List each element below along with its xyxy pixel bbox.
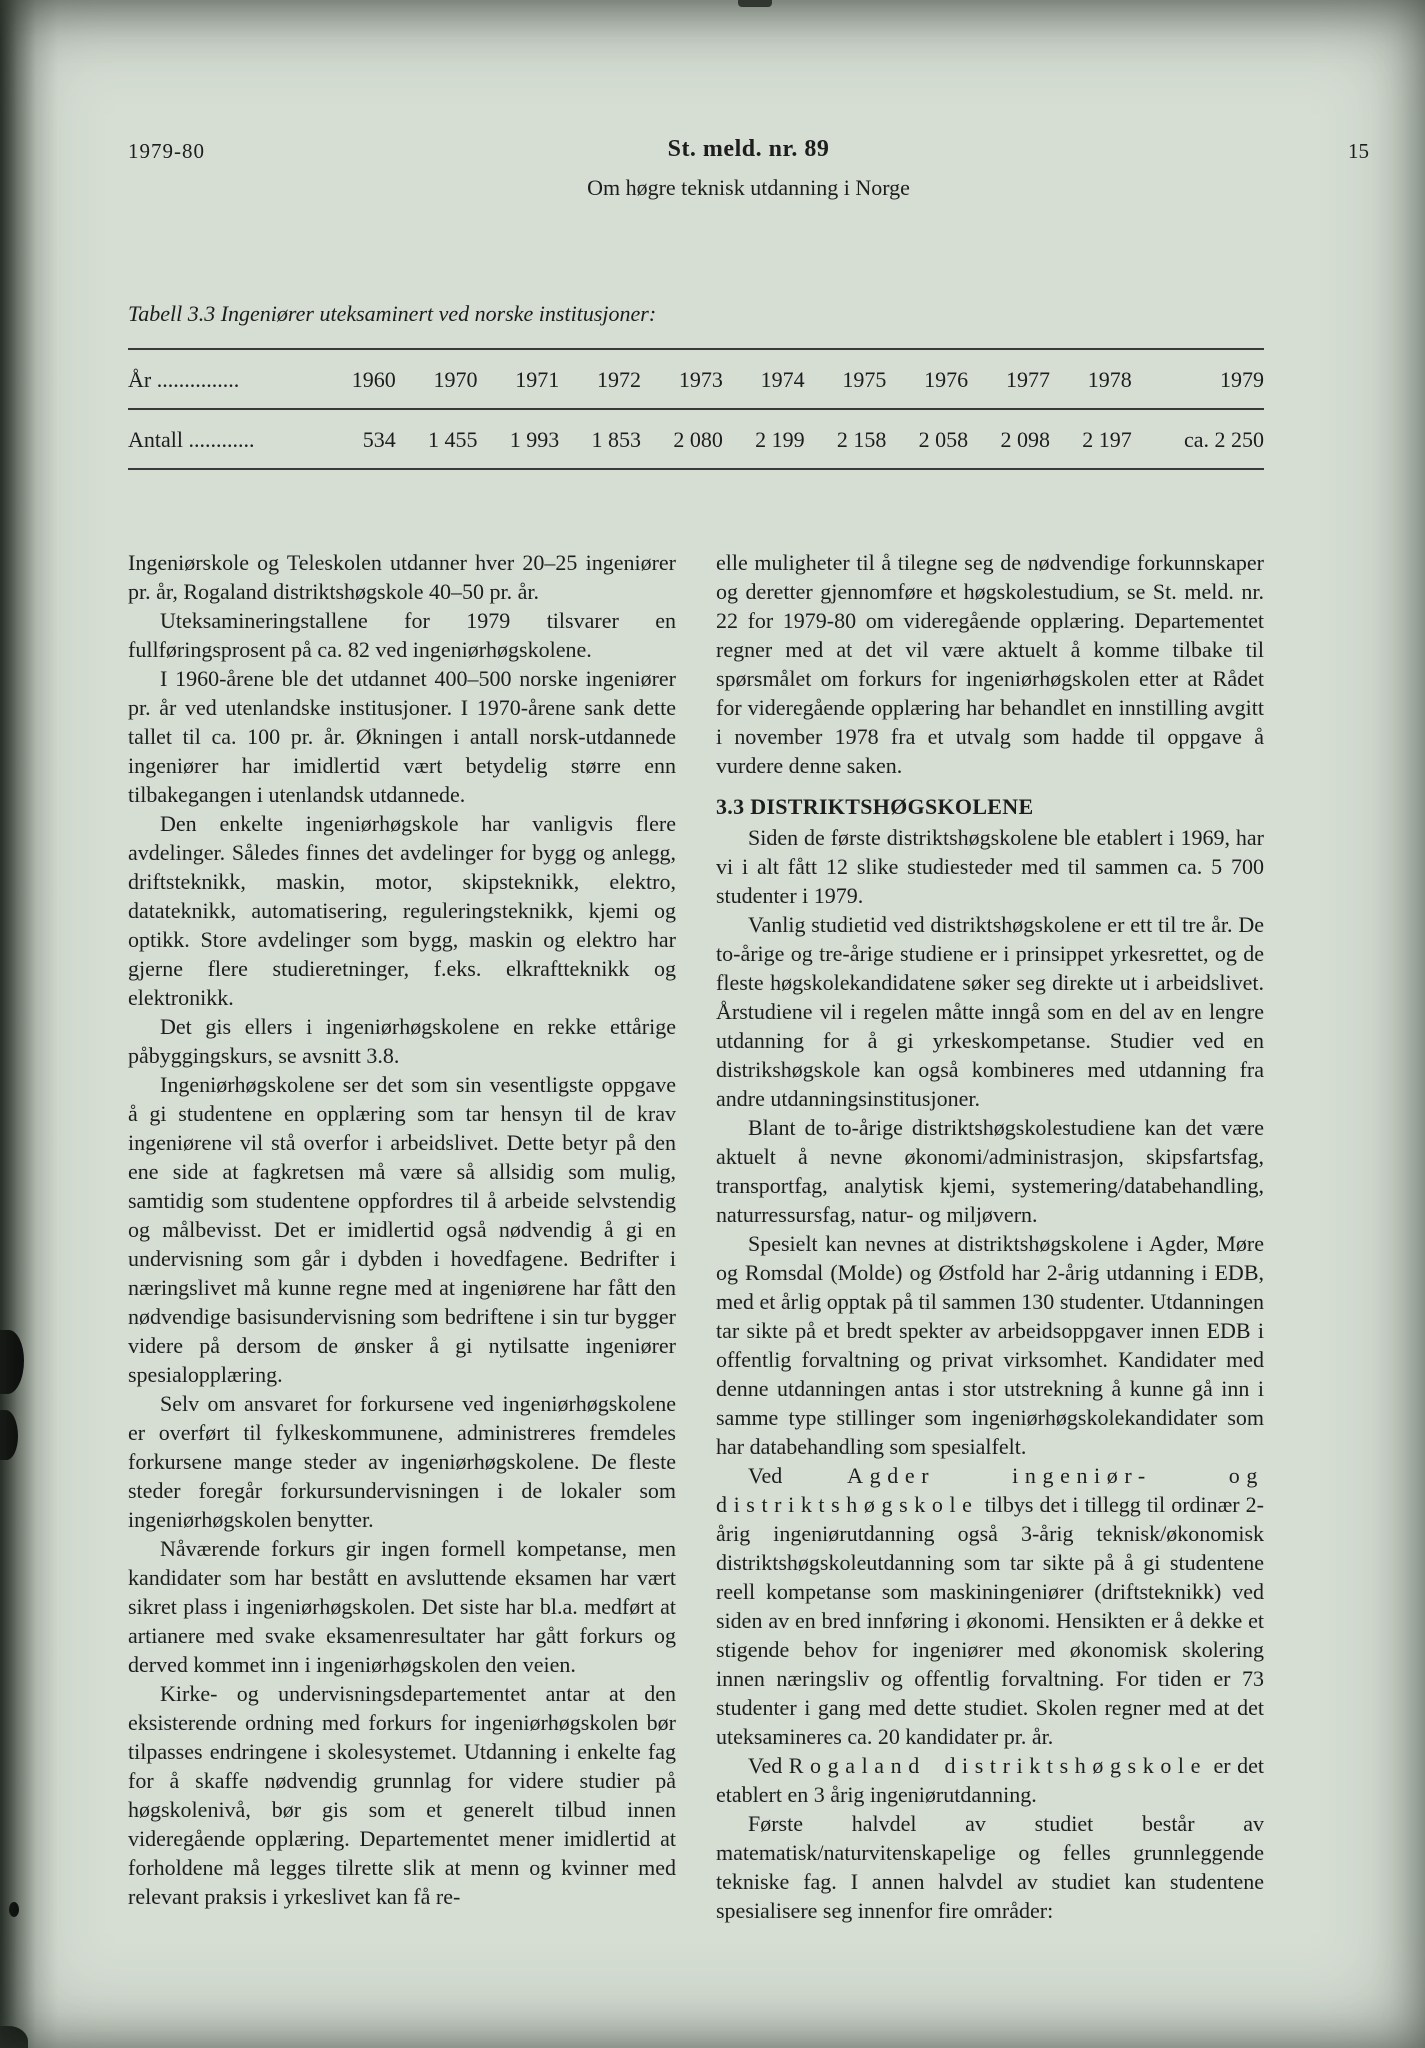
body-paragraph [128,548,676,606]
body-paragraph [128,606,676,664]
body-paragraph [716,823,1264,910]
text-segment: Første halvdel av studiet består av matematisk/naturvitenskapelige og felles grunnleggende tekniske fag. I annen halvdel av studiet kan studentene spesialisere seg innenfor fire områder: [716,1811,1264,1923]
emphasized-institution-name: Rogaland distriktshøgskole [788,1753,1207,1778]
left-column [128,548,676,1925]
body-paragraph [716,1461,1264,1751]
year-row-label: År ............... [128,367,240,392]
text-segment: er det etablert en 3 årig ingeniørutdanning. [716,1753,1264,1807]
table-row-years [128,349,1264,409]
body-paragraph [716,910,1264,1113]
table-value-cell: 1960 [351,367,396,392]
text-segment: Ved [748,1753,789,1778]
text-segment: Ingeniørskole og Teleskolen utdanner hver 20–25 ingeniører pr. år, Rogaland distriktshøgskole 40–50 pr. år. [128,550,676,604]
engineers-graduated-table [128,348,1264,470]
body-paragraph [128,1679,676,1911]
body-paragraph [716,1229,1264,1461]
document-title: St. meld. nr. 89 [667,136,830,162]
text-segment: I 1960-årene ble det utdannet 400–500 norske ingeniører pr. år ved utenlandske institusjoner. I 1970-årene sank dette tallet til ca. 100 pr. år. Økningen i antall norsk-utdannede ingeniører har imidlertid vært betydelig større enn tilbakegangen i utenlandsk utdannede. [128,666,676,807]
body-columns [128,548,1264,1925]
table-value-cell: 2 058 [918,427,969,452]
text-segment: Kirke- og undervisningsdepartementet antar at den eksisterende ordning med forkurs for ingeniørhøgskolen bør tilpasses endringene i skolesystemet. Utdanning i enkelte fag for å skaffe nødvendig grunnlag for videre studier på høgskolenivå, bør gis som et generelt tilbud innen videregående opplæring. Departementet mener imidlertid at forholdene må legges tilrette slik at menn og kvinner med relevant praksis i yrkeslivet kan få re- [128,1681,676,1909]
body-paragraph [716,1809,1264,1925]
table-value-cell: 2 158 [836,427,887,452]
count-row-label: Antall ............ [128,427,255,452]
table-value-cell: 1979 [1220,367,1264,392]
scan-edge-mark [738,0,772,7]
document-subtitle: Om høgre teknisk utdanning i Norge [587,175,910,200]
table-value-cell: 534 [362,427,396,452]
table-value-cell: 1 455 [427,427,478,452]
table-value-cell: 1 993 [509,427,560,452]
page-header [128,136,1369,201]
table-value-cell: 1976 [924,367,969,392]
body-paragraph [716,1751,1264,1809]
text-segment: Det gis ellers i ingeniørhøgskolene en rekke ettårige påbyggingskurs, se avsnitt 3.8. [128,1014,676,1068]
table-value-cell: 1 853 [591,427,642,452]
table-value-cell: 2 199 [755,427,805,452]
table-value-cell: 2 197 [1082,427,1132,452]
body-paragraph [716,1113,1264,1229]
table-value-cell: 1972 [597,367,642,392]
text-segment: Selv om ansvaret for forkursene ved ingeniørhøgskolene er overført til fylkeskommunene, administreres fremdeles forkursene mange steder av ingeniørhøgskolene. De fleste steder foregår forkursundervisningen i de lokaler som ingeniørhøgskolen benytter. [128,1391,676,1532]
text-segment: Ved [748,1463,848,1488]
body-paragraph [716,548,1264,780]
body-paragraph [128,664,676,809]
body-paragraph [128,1070,676,1389]
right-column [716,548,1264,1925]
page-number: 15 [1348,139,1369,163]
table-value-cell: 1971 [515,367,560,392]
table-value-cell: 1973 [678,367,723,392]
table-value-cell: 2 080 [673,427,723,452]
text-segment: tilbys det i tillegg til ordinær 2-årig ingeniørutdanning også 3-årig teknisk/økonomisk distriktshøgskoleutdanning som tar sikte på å gi studentene reell kompetanse som maskiningeniører (driftsteknikk) ved siden av en bred innføring i økonomi. Hensikten er å dekke et stigende behov for ingeniører med økonomisk skolering innen næringsliv og offentlig forvaltning. For tiden er 73 studenter i gang med dette studiet. Skolen regner med at det uteksamineres ca. 20 kandidater pr. år. [716,1492,1264,1749]
table-value-cell: 1974 [760,367,805,392]
emphasized-institution-name: Agder ingeniør- og distriktshøgskole [716,1463,1265,1517]
table-value-cell: ca. 2 250 [1183,427,1264,452]
text-segment: Ingeniørhøgskolene ser det som sin vesentligste oppgave å gi studentene en opplæring som tar hensyn til de krav ingeniørene vil stå overfor i arbeidslivet. Dette betyr på den ene side at fagkretsen må være så allsidig som mulig, samtidig som studentene oppfordres til å arbeide selvstendig og målbevisst. Det er imidlertid også nødvendig å gi en undervisning som går i dybden i hovedfagene. Bedrifter i næringslivet må kunne regne med at ingeniørene har fått den nødvendige basisundervisning som bedriftene i sin tur bygger videre på dersom de ønsker å gi nytilsatte ingeniører spesialopplæring. [128,1072,676,1387]
table-value-cell: 1978 [1087,367,1132,392]
text-segment: Nåværende forkurs gir ingen formell kompetanse, men kandidater som har bestått en avsluttende eksamen har vært sikret plass i ingeniørhøgskolen. Det siste har bl.a. medført at artianere med svake eksamenresultater har gått forkurs og derved kommet inn i ingeniørhøgskolen den veien. [128,1536,676,1677]
text-segment: Den enkelte ingeniørhøgskole har vanligvis flere avdelinger. Således finnes det avdelinger for bygg og anlegg, driftsteknikk, maskin, motor, skipsteknikk, elektro, datateknikk, automatisering, reguleringsteknikk, kjemi og optikk. Store avdelinger som bygg, maskin og elektro har gjerne flere studieretninger, f.eks. elkraftteknikk og elektronikk. [128,811,676,1010]
table-value-cell: 1975 [842,367,887,392]
session-year-label: 1979-80 [128,139,205,163]
text-segment: Blant de to-årige distriktshøgskolestudiene kan det være aktuelt å nevne økonomi/administrasjon, skipsfartsfag, transportfag, analytisk kjemi, systemering/databehandling, naturressursfag, natur- og miljøvern. [716,1115,1264,1227]
body-paragraph [128,1389,676,1534]
table-row-counts [128,409,1264,469]
table-caption: Tabell 3.3 Ingeniører uteksaminert ved norske institusjoner: [128,301,657,326]
body-paragraph [128,809,676,1012]
table-value-cell: 1970 [433,367,478,392]
text-segment: 3.3 DISTRIKTSHØGSKOLENE [716,794,1034,819]
text-segment: Uteksamineringstallene for 1979 tilsvarer en fullføringsprosent på ca. 82 ved ingeniørhøgskolene. [128,608,676,662]
table-value-cell: 1977 [1005,367,1050,392]
body-paragraph [128,1012,676,1070]
text-segment: Siden de første distriktshøgskolene ble etablert i 1969, har vi i alt fått 12 slike studiesteder med til sammen ca. 5 700 studenter i 1979. [716,825,1264,908]
text-segment: Vanlig studietid ved distriktshøgskolene er ett til tre år. De to-årige og tre-årige studiene er i prinsippet yrkesrettet, og de fleste høgskolekandidatene søker seg direkte ut i arbeidslivet. Årstudiene vil i regelen måtte inngå som en del av en lengre utdanning for å gi yrkeskompetanse. Studier ved en distrikshøgskole kan også kombineres med utdanning fra andre utdanningsinstitusjoner. [716,912,1264,1111]
ink-speck [9,1902,19,1917]
table-value-cell: 2 098 [1000,427,1050,452]
body-paragraph [128,1534,676,1679]
binding-shadow [0,0,58,2048]
section-heading [716,792,1264,821]
page-content [128,300,1264,1925]
text-segment: elle muligheter til å tilegne seg de nødvendige forkunnskaper og deretter gjennomføre et høgskolestudium, se St. meld. nr. 22 for 1979-80 om videregående opplæring. Departementet regner med at det vil være aktuelt å komme tilbake til spørsmålet om forkurs for ingeniørhøgskolen etter at Rådet for videregående opplæring har behandlet en innstilling avgitt i november 1978 fra et utvalg som hadde til oppgave å vurdere denne saken. [716,550,1264,778]
table-body [128,349,1264,469]
text-segment: Spesielt kan nevnes at distriktshøgskolene i Agder, Møre og Romsdal (Molde) og Østfold har 2-årig utdanning i EDB, med et årlig opptak på til sammen 130 studenter. Utdanningen tar sikte på et bredt spekter av arbeidsoppgaver innen EDB i offentlig forvaltning og privat virksomhet. Kandidater med denne utdanningen antas i stor utstrekning å kunne gå inn i samme type stillinger som ingeniørhøgskolekandidater som har databehandling som spesialfelt. [716,1231,1264,1459]
